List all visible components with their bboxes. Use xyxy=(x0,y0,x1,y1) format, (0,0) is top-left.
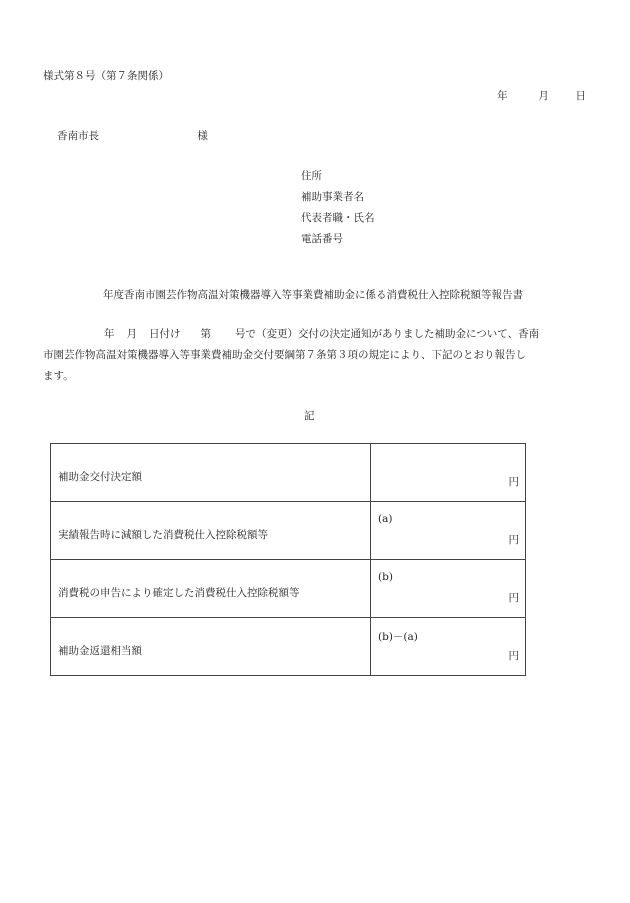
sender-operator-label: 補助事業者名 xyxy=(301,191,364,203)
date-day: 日 xyxy=(575,90,586,102)
amount-cell xyxy=(371,502,526,560)
sender-address-label: 住所 xyxy=(301,170,322,182)
addressee-name: 香南市長 xyxy=(57,130,99,142)
body-dai: 第 xyxy=(200,328,211,340)
amount-cell xyxy=(371,618,526,676)
body-text xyxy=(43,324,588,387)
report-table xyxy=(50,443,526,676)
row-label: 消費税の申告により確定した消費税仕入控除税額等 xyxy=(51,560,371,618)
date-year: 年 xyxy=(497,90,508,102)
addressee-honorific: 様 xyxy=(197,130,208,142)
body-line-3: ます。 xyxy=(43,370,74,382)
body-go-rest: 号で（変更）交付の決定通知がありました補助金について、香南 xyxy=(235,328,540,340)
yen-unit: 円 xyxy=(508,476,519,488)
amount-cell xyxy=(371,560,526,618)
sender-phone-label: 電話番号 xyxy=(301,233,343,245)
amount-cell xyxy=(371,444,526,502)
body-line-1 xyxy=(43,324,588,345)
table-row xyxy=(51,444,526,502)
body-day-dated: 日付け xyxy=(149,328,181,340)
document-title: 年度香南市園芸作物高温対策機器導入等事業費補助金に係る消費税仕入控除税額等報告書 xyxy=(103,289,523,301)
table-row xyxy=(51,618,526,676)
sender-representative-label: 代表者職・氏名 xyxy=(301,212,375,224)
body-line-2: 市園芸作物高温対策機器導入等事業費補助金交付要綱第７条第３項の規定により、下記のとおり報告し xyxy=(43,349,526,361)
yen-unit: 円 xyxy=(508,592,519,604)
date-month: 月 xyxy=(538,90,549,102)
table-row xyxy=(51,560,526,618)
body-year: 年 xyxy=(104,328,115,340)
yen-unit: 円 xyxy=(508,650,519,662)
sender-block xyxy=(301,166,375,250)
ki-heading: 記 xyxy=(304,410,315,422)
row-label: 補助金返還相当額 xyxy=(51,618,371,676)
row-code: (b) xyxy=(378,571,393,583)
row-label: 補助金交付決定額 xyxy=(51,444,371,502)
addressee xyxy=(57,128,208,143)
row-code: (b)－(a) xyxy=(378,631,418,643)
body-month: 月 xyxy=(126,328,137,340)
table-row xyxy=(51,502,526,560)
row-label: 実績報告時に減額した消費税仕入控除税額等 xyxy=(51,502,371,560)
row-code: (a) xyxy=(378,513,393,525)
yen-unit: 円 xyxy=(508,534,519,546)
form-number: 様式第８号（第７条関係） xyxy=(43,70,169,82)
report-date xyxy=(497,88,586,103)
